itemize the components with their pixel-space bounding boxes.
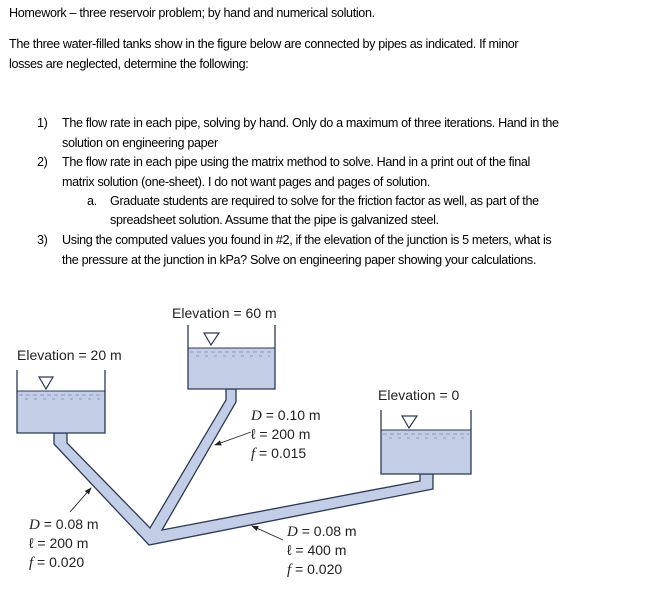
item-3-line-1: Using the computed values you found in #2, if the elevation of the junction is 5 meters, what is — [62, 233, 552, 247]
length-value: = 200 m — [255, 426, 311, 442]
right-pipe-arrow — [252, 526, 283, 540]
item-2a-line-2: spreadsheet solution. Assume that the pipe is galvanized steel. — [110, 213, 439, 227]
diameter-value: = 0.08 m — [297, 523, 357, 539]
item-1-number: 1) — [37, 116, 48, 130]
friction-value: = 0.020 — [33, 554, 85, 570]
water-level-icon — [39, 377, 53, 389]
diameter-symbol: D — [29, 517, 40, 533]
diameter-symbol: D — [287, 524, 298, 540]
left-pipe-arrow — [70, 488, 91, 512]
intro-line-2: losses are neglected, determine the following: — [9, 57, 249, 71]
friction-symbol: f — [287, 562, 292, 578]
title: Homework – three reservoir problem; by hand and numerical solution. — [9, 6, 375, 20]
item-2-line-1: The flow rate in each pipe using the matrix method to solve. Hand in a print out of the final — [62, 155, 530, 169]
friction-symbol: f — [251, 446, 256, 462]
item-3-line-2: the pressure at the junction in kPa? Solve on engineering paper showing your calculations. — [62, 253, 536, 267]
friction-value: = 0.020 — [291, 561, 343, 577]
diameter-value: = 0.10 m — [261, 407, 321, 423]
item-3-number: 3) — [37, 233, 48, 247]
item-2a-letter: a. — [87, 194, 97, 208]
item-1-line-2: solution on engineering paper — [62, 136, 218, 150]
water-level-icon — [204, 333, 219, 345]
middle-pipe-arrow — [215, 432, 251, 445]
item-1-line-1: The flow rate in each pipe, solving by hand. Only do a maximum of three iterations. Hand in the — [62, 116, 559, 130]
intro-line-1: The three water-filled tanks show in the figure below are connected by pipes as indicated. If minor — [9, 37, 519, 51]
length-symbol: ℓ — [29, 535, 34, 551]
friction-symbol: f — [29, 555, 34, 571]
diameter-symbol: D — [251, 408, 262, 424]
item-2-number: 2) — [37, 155, 48, 169]
friction-value: = 0.015 — [255, 445, 307, 461]
pipe-network — [54, 389, 433, 545]
right-tank-elevation: Elevation = 0 — [378, 387, 460, 403]
diameter-value: = 0.08 m — [39, 516, 99, 532]
item-2-line-2: matrix solution (one-sheet). I do not want pages and pages of solution. — [62, 175, 430, 189]
water-level-icon — [402, 416, 417, 428]
item-2a-line-1: Graduate students are required to solve for the friction factor as well, as part of the — [110, 194, 539, 208]
length-symbol: ℓ — [287, 542, 292, 558]
left-tank — [17, 370, 105, 433]
middle-tank-elevation: Elevation = 60 m — [172, 305, 277, 321]
left-tank-elevation: Elevation = 20 m — [17, 347, 122, 363]
length-symbol: ℓ — [251, 426, 256, 442]
length-value: = 200 m — [33, 535, 89, 551]
middle-tank — [188, 325, 275, 389]
right-tank — [381, 410, 471, 474]
length-value: = 400 m — [291, 542, 347, 558]
